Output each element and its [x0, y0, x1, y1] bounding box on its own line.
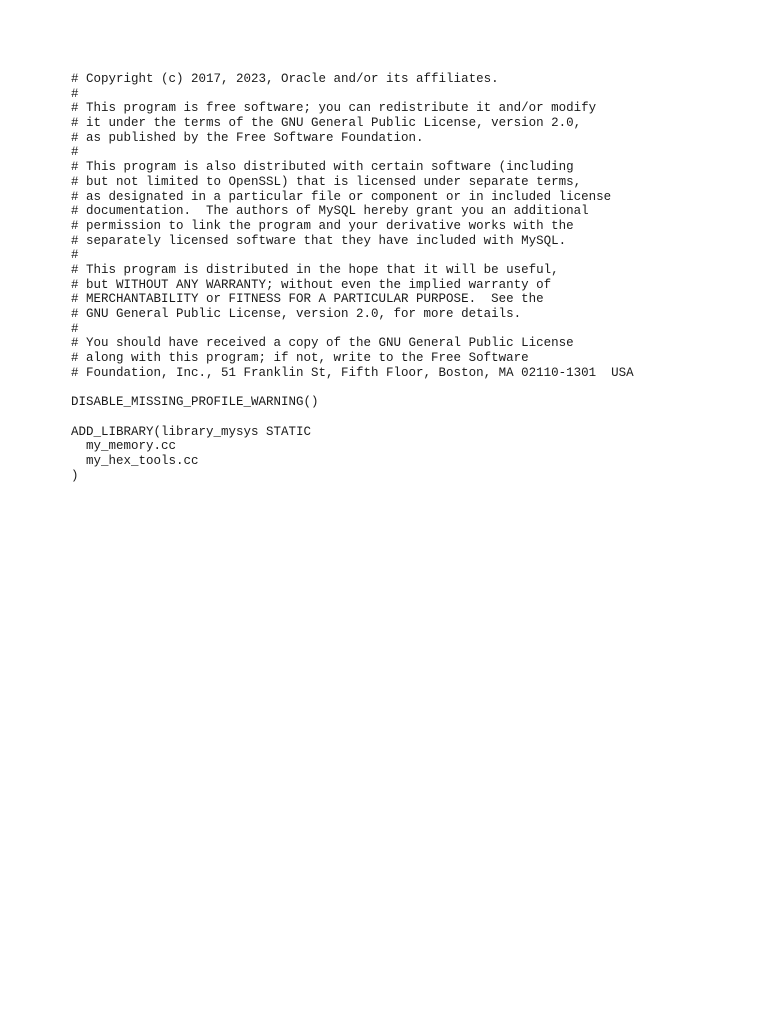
- license-comment-line: #: [71, 321, 79, 336]
- license-comment-line: #: [71, 86, 79, 101]
- license-comment-line: #: [71, 145, 79, 160]
- license-comment-line: # as published by the Free Software Foundation.: [71, 130, 424, 145]
- license-comment-line: # along with this program; if not, write to the Free Software: [71, 351, 529, 366]
- license-comment-line: # Copyright (c) 2017, 2023, Oracle and/or its affiliates.: [71, 72, 499, 86]
- license-comment-line: # This program is also distributed with certain software (including: [71, 160, 574, 175]
- source-file-line: my_hex_tools.cc: [71, 453, 199, 468]
- blank-line: [71, 380, 751, 395]
- blank-line: [71, 410, 751, 425]
- license-comment-line: #: [71, 248, 79, 263]
- license-comment-line: # separately licensed software that they have included with MySQL.: [71, 233, 567, 248]
- license-comment-line: # GNU General Public License, version 2.0, for more details.: [71, 307, 522, 321]
- cmake-command-line: ADD_LIBRARY(library_mysys STATIC: [71, 424, 312, 439]
- license-comment-line: # You should have received a copy of the GNU General Public License: [71, 336, 574, 351]
- license-comment-line: # but WITHOUT ANY WARRANTY; without even the implied warranty of: [71, 277, 552, 292]
- code-document: [71, 72, 751, 483]
- license-comment-line: # documentation. The authors of MySQL hereby grant you an additional: [71, 204, 589, 219]
- license-comment-line: # permission to link the program and your derivative works with the: [71, 218, 574, 233]
- cmake-command-line: DISABLE_MISSING_PROFILE_WARNING(): [71, 395, 319, 410]
- license-comment-line: # as designated in a particular file or component or in included license: [71, 189, 612, 204]
- license-comment-line: # but not limited to OpenSSL) that is licensed under separate terms,: [71, 174, 582, 189]
- license-comment-line: # MERCHANTABILITY or FITNESS FOR A PARTICULAR PURPOSE. See the: [71, 292, 544, 307]
- license-comment-line: # Foundation, Inc., 51 Franklin St, Fifth Floor, Boston, MA 02110-1301 USA: [71, 365, 634, 380]
- license-comment-line: # This program is free software; you can redistribute it and/or modify: [71, 101, 597, 116]
- cmake-command-line: ): [71, 468, 79, 483]
- license-comment-line: # This program is distributed in the hope that it will be useful,: [71, 262, 559, 277]
- license-comment-line: # it under the terms of the GNU General Public License, version 2.0,: [71, 116, 582, 131]
- source-file-line: my_memory.cc: [71, 439, 177, 454]
